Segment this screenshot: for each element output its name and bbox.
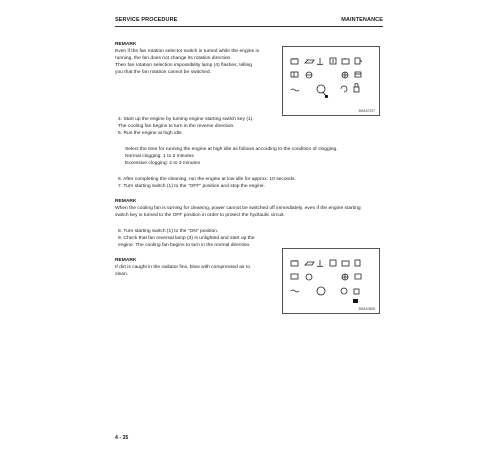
battery-icon xyxy=(291,58,298,64)
charge-icon xyxy=(291,72,298,77)
remark-heading-1: REMARK xyxy=(115,42,137,47)
air-filter-icon xyxy=(306,274,312,280)
rotate-icon xyxy=(341,86,347,92)
fuel-icon xyxy=(355,260,360,266)
hydraulic-icon xyxy=(355,72,361,77)
figure-1-ref: BHA10707 xyxy=(358,109,375,113)
step-9-detail: engine. The cooling fan begins to turn in the normal direction. xyxy=(118,243,251,248)
step-8: 8. Turn starting switch (1) to the "ON" position. xyxy=(118,229,219,234)
fan-selection-lamp xyxy=(325,95,328,98)
remark-1-line-1: Even if the fan rotation selector switch is turned while the engine is xyxy=(115,49,260,54)
lock-icon xyxy=(354,84,359,93)
step-4-detail: The cooling fan begins to turn in the reverse direction. xyxy=(118,124,235,129)
remark-heading-3: REMARK xyxy=(115,258,137,263)
remark-2-line-1: When the cooling fan is turning for cleaning, power cannot be switched off immediately, even if the engine starting xyxy=(115,206,361,211)
monitor-panel-figure-1 xyxy=(282,46,380,116)
page-number: 4 - 35 xyxy=(115,435,129,441)
step-7: 7. Turn starting switch (1) to the "OFF" position and stop the engine. xyxy=(118,184,266,189)
header-section: SERVICE PROCEDURE xyxy=(115,17,178,23)
fuel-icon xyxy=(355,58,362,64)
clog-instruction: Select the time for running the engine at high idle as follows according to the condition of clogging. xyxy=(125,147,338,152)
fan-selector-switch-icon xyxy=(317,85,326,96)
warning-lamp-icon xyxy=(330,260,336,266)
step-9: 9. Check that fan reversal lamp (3) is unlighted and start up the xyxy=(118,236,255,241)
figure-2-ref: BHA10808 xyxy=(358,307,375,311)
oil-pressure-icon xyxy=(305,59,314,63)
page-header xyxy=(115,17,383,27)
preheat-icon xyxy=(291,89,299,91)
oil-pressure-icon xyxy=(305,262,314,265)
header-chapter: MAINTENANCE xyxy=(341,17,383,23)
engine-icon xyxy=(342,58,349,64)
remark-3-line-1: If dirt is caught in the radiator fins, blow with compressed air to xyxy=(115,265,251,270)
coolant-temp-icon xyxy=(317,58,323,65)
fan-reverse-icon xyxy=(342,72,348,78)
battery-icon xyxy=(291,260,298,266)
air-filter-icon xyxy=(306,72,312,78)
fan-reversal-lamp xyxy=(353,299,358,303)
step-4: 4. Start up the engine by turning engine starting switch key (1). xyxy=(118,117,254,122)
monitor-panel-drawing-2 xyxy=(283,249,379,313)
charge-icon xyxy=(291,274,298,279)
remark-1-line-3: Then fan rotation selection impossibility lamp (4) flashes, telling xyxy=(115,63,253,68)
remark-3-line-2: clean. xyxy=(115,272,129,277)
step-6: 6. After completing the cleaning, run the engine at low idle for approx. 10 seconds. xyxy=(118,177,296,182)
lock-icon xyxy=(354,289,359,294)
rotate-icon xyxy=(341,288,347,294)
remark-1-line-4: you that the fan rotation cannot be switched. xyxy=(115,70,211,75)
monitor-panel-drawing xyxy=(283,47,379,115)
remark-1-line-2: running, the fan does not change its rotation direction. xyxy=(115,56,232,61)
warning-lamp-icon xyxy=(330,58,336,64)
coolant-temp-icon xyxy=(317,260,323,267)
step-5: 5. Run the engine at high idle. xyxy=(118,131,183,136)
indicator-circle-icon xyxy=(317,287,325,295)
remark-2-line-2: switch key is turned to the OFF position in order to protect the hydraulic circuit. xyxy=(115,213,285,218)
clog-excessive: Excessive clogging: 2 to 3 minutes xyxy=(125,161,201,166)
remark-heading-2: REMARK xyxy=(115,199,137,204)
hydraulic-icon xyxy=(355,274,361,279)
engine-icon xyxy=(342,261,349,266)
preheat-icon xyxy=(291,290,299,292)
fan-reverse-icon xyxy=(342,274,348,280)
clog-normal: Normal clogging: 1 to 2 minutes xyxy=(125,154,194,159)
monitor-panel-figure-2 xyxy=(282,248,380,314)
